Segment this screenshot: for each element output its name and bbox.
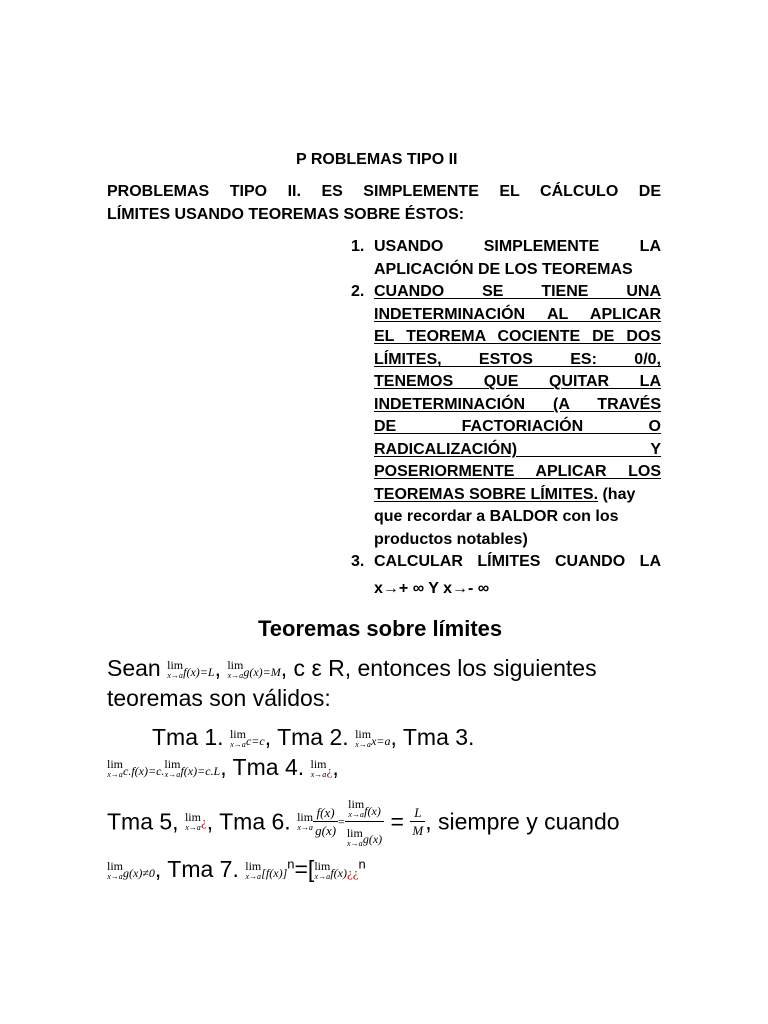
lim-label: lim	[355, 727, 372, 742]
lim-label: lim	[184, 810, 201, 825]
lim-label: lim	[229, 727, 246, 742]
tma7-limit-2	[314, 860, 330, 881]
tma3-limit-2	[164, 758, 180, 779]
numerator: L	[410, 806, 425, 822]
tma3-limit-1	[107, 758, 123, 779]
fx: f(x)	[364, 804, 381, 818]
list-item-2-line-8: RADICALIZACIÓN) Y	[374, 441, 661, 458]
list-item-3-line-2: x→+ ∞ Y x→- ∞	[374, 580, 490, 597]
lim-label: lim	[346, 825, 363, 840]
tma2-limit	[355, 728, 371, 749]
list-item-2-line-11	[374, 508, 619, 526]
tma2-label: , Tma 2.	[264, 724, 356, 750]
bracket-fx: [f(x)]	[261, 866, 288, 880]
list-item-3-line-1: CALCULAR LÍMITES CUANDO LA	[374, 553, 661, 570]
list-item-2-line-11-baldor: BALDOR	[489, 508, 559, 525]
lim-subscript: x→a	[167, 671, 183, 681]
tma-5-6-line	[107, 796, 620, 848]
tma3-label: , Tma 3.	[390, 724, 475, 750]
tma5-limit	[185, 811, 201, 832]
equals: =	[338, 814, 345, 829]
equals: =	[384, 808, 411, 835]
tma5-label: Tma 5,	[107, 808, 185, 835]
lim-subscript: x→a	[230, 740, 246, 750]
c-dot-fx: c.f(x)=c.	[123, 764, 165, 778]
broken-glyph: ¿¿	[347, 865, 359, 880]
exponent-n: n	[358, 856, 366, 872]
lim-subscript: x→a	[107, 872, 123, 882]
g-nonzero-limit	[107, 860, 123, 881]
tma1-limit	[230, 728, 246, 749]
tma7-limit	[245, 860, 261, 881]
siempre-text: , siempre y cuando	[425, 808, 620, 835]
lim-label: lim	[167, 658, 184, 673]
list-item-2-line-1: CUANDO SE TIENE UNA	[374, 283, 661, 300]
list-item-2-line-7: DE FACTORIACIÓN O	[374, 418, 661, 435]
comma: ,	[214, 655, 228, 681]
intro-line-1: PROBLEMAS TIPO II. ES SIMPLEMENTE EL CÁLCULO DE	[107, 183, 661, 200]
gx: g(x)	[362, 832, 383, 847]
c-eq-c: c=c	[245, 734, 265, 748]
denominator	[345, 822, 384, 847]
theorems-title: Teoremas sobre límites	[258, 616, 503, 641]
lim-subscript: x→a	[347, 838, 363, 848]
lim-subscript: x→a	[314, 872, 331, 882]
lim-subscript: x→a	[227, 671, 244, 681]
tma7-label: , Tma 7.	[154, 856, 246, 882]
list-item-2-line-12: productos notables)	[374, 531, 528, 548]
lim-label: lim	[164, 757, 181, 772]
lim-subscript: x→a	[164, 770, 181, 780]
lim-subscript: x→a	[355, 740, 371, 750]
numerator	[345, 796, 384, 822]
broken-glyph: ¿	[200, 813, 207, 829]
lim-subscript: x→a	[297, 823, 313, 833]
tma4-limit	[311, 758, 327, 779]
sean-text: Sean	[107, 655, 168, 681]
lim-label: lim	[227, 658, 244, 673]
comma: ,	[332, 754, 339, 780]
sean-mid-text: , c ε R, entonces los siguientes	[280, 655, 597, 681]
num-limit	[348, 798, 364, 819]
lim-subscript: x→a	[245, 872, 262, 882]
lim-subscript: x→a	[310, 770, 327, 780]
exponent-n: n	[287, 856, 295, 872]
list-item-2-line-2: INDETERMINACIÓN AL APLICAR	[374, 306, 661, 323]
list-item-1-number: 1.	[351, 238, 365, 255]
list-item-3-number: 3.	[351, 553, 365, 570]
tma1-label: Tma 1.	[152, 724, 230, 750]
lim-label: lim	[310, 757, 327, 772]
list-item-2-number: 2.	[351, 283, 365, 300]
equals-bracket: =[	[294, 856, 315, 882]
x-eq-a: x=a	[371, 734, 391, 748]
page-title: P ROBLEMAS TIPO II	[296, 151, 458, 168]
tma-1-2-3-line	[152, 724, 474, 751]
lim-label: lim	[107, 757, 124, 772]
tma4-label: , Tma 4.	[220, 754, 311, 780]
tma6-limit	[297, 811, 313, 832]
tma-3-4-line	[107, 754, 339, 781]
gx-neq-0: g(x)≠0	[123, 866, 155, 880]
numerator: f(x)	[313, 806, 338, 822]
tma6-label: , Tma 6.	[206, 808, 298, 835]
L-over-M	[410, 806, 425, 837]
lim-label: lim	[107, 859, 124, 874]
fx-eq-L: f(x)=L	[183, 665, 215, 679]
list-item-1-line-2: APLICACIÓN DE LOS TEOREMAS	[374, 261, 633, 278]
den-limit	[347, 827, 363, 848]
list-item-2-line-10	[374, 486, 635, 504]
denominator: g(x)	[315, 823, 337, 839]
lim-label: lim	[245, 859, 262, 874]
lim-label: lim	[348, 797, 365, 812]
broken-glyph: ¿	[326, 763, 333, 778]
tma-7-line	[107, 856, 366, 883]
list-item-2-line-4: LÍMITES, ESTOS ES: 0/0,	[374, 351, 661, 368]
lim-subscript: x→a	[348, 810, 364, 820]
sean-line-2: teoremas son válidos:	[107, 685, 331, 711]
fx-over-gx	[313, 806, 338, 837]
list-item-2-line-11-a: que recordar a	[374, 508, 490, 525]
lim-f-over-lim-g	[345, 796, 384, 848]
denominator: M	[412, 823, 424, 839]
limit-f-expression	[167, 659, 183, 680]
list-item-2-line-5: TENEMOS QUE QUITAR LA	[374, 373, 661, 390]
list-item-2-line-6: INDETERMINACIÓN (A TRAVÉS	[374, 396, 661, 413]
list-item-2-line-10-rest: (hay	[598, 486, 636, 503]
fx: f(x)	[330, 866, 347, 880]
list-item-2-line-10-underlined: TEOREMAS SOBRE LÍMITES.	[374, 486, 599, 503]
lim-label: lim	[297, 810, 314, 825]
intro-line-2: LÍMITES USANDO TEOREMAS SOBRE ÉSTOS:	[107, 206, 465, 223]
limit-g-expression	[227, 659, 243, 680]
fx-eq-cL: f(x)=c.L	[180, 764, 221, 778]
gx-eq-M: g(x)=M	[243, 665, 281, 679]
list-item-2-line-3: EL TEOREMA COCIENTE DE DOS	[374, 328, 661, 345]
lim-label: lim	[314, 859, 331, 874]
lim-subscript: x→a	[107, 770, 123, 780]
lim-subscript: x→a	[185, 823, 201, 833]
sean-line	[107, 655, 597, 682]
list-item-2-line-11-b: con los	[558, 508, 619, 525]
list-item-2-line-9: POSERIORMENTE APLICAR LOS	[374, 463, 661, 480]
list-item-1-line-1: USANDO SIMPLEMENTE LA	[374, 238, 661, 255]
